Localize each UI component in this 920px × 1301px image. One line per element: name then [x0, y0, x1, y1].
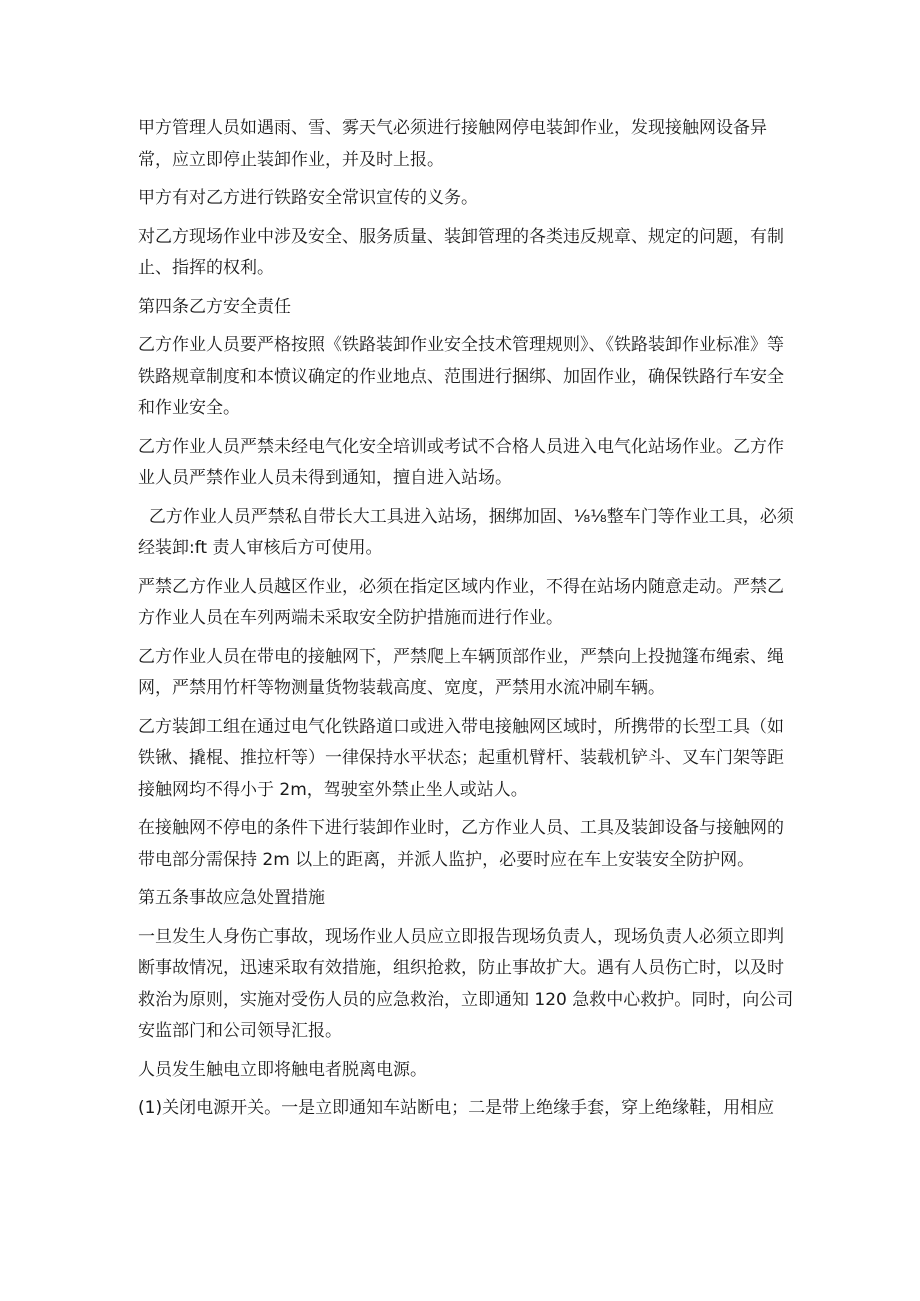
paragraph-long-tools-horizontal: 乙方装卸工组在通过电气化铁路道口或进入带电接触网区域时，所携带的长型工具（如铁锹、撬棍、推拉杆等）一律保持水平状态；起重机臂杆、装载机铲斗、叉车门架等距接触网均不得小于 2m，驾驶室外禁止坐人或站人。: [138, 716, 784, 800]
section-heading-article-5: 第五条事故应急处置措施: [138, 888, 325, 908]
paragraph-live-catenary: 乙方作业人员在带电的接触网下，严禁爬上车辆顶部作业，严禁向上投抛篷布绳索、绳网，严禁用竹杆等物测量货物装载高度、宽度，严禁用水流冲刷车辆。: [138, 646, 784, 698]
document-body: [138, 113, 798, 1132]
paragraph-cut-power: (1)关闭电源开关。一是立即通知车站断电；二是带上绝缘手套，穿上绝缘鞋，用相应: [138, 1098, 775, 1118]
paragraph-tools-approval: 乙方作业人员严禁私自带长大工具进入站场，捆绑加固、⅛⅛整车门等作业工具，必须经装卸:ft 责人审核后方可使用。: [138, 506, 794, 558]
paragraph-training-required: 乙方作业人员严禁未经电气化安全培训或考试不合格人员进入电气化站场作业。乙方作业人员严禁作业人员未得到通知，擅自进入站场。: [138, 436, 784, 488]
paragraph-electric-shock: 人员发生触电立即将触电者脱离电源。: [138, 1059, 427, 1080]
section-heading-article-4: 第四条乙方安全责任: [138, 296, 291, 317]
paragraph-safety-publicity: 甲方有对乙方进行铁路安全常识宣传的义务。: [138, 188, 478, 208]
paragraph-keep-distance: 在接触网不停电的条件下进行装卸作业时，乙方作业人员、工具及装卸设备与接触网的带电部分需保持 2m 以上的距离，并派人监护，必要时应在车上安装安全防护网。: [138, 818, 784, 870]
paragraph-no-cross-zone: 严禁乙方作业人员越区作业，必须在指定区域内作业，不得在站场内随意走动。严禁乙方作业人员在车列两端未采取安全防护措施而进行作业。: [138, 576, 784, 628]
paragraph-follow-regulations: 乙方作业人员要严格按照《铁路装卸作业安全技术管理规则》、《铁路装卸作业标准》等铁路规章制度和本愤议确定的作业地点、范围进行捆绑、加固作业，确保铁路行车安全和作业安全。: [138, 335, 784, 418]
paragraph-accident-report: 一旦发生人身伤亡事故，现场作业人员应立即报告现场负责人，现场负责人必须立即判断事故情况，迅速采取有效措施，组织抢救，防止事故扩大。遇有人员伤亡时，以及时救治为原则，实施对受伤人员的应急救治，立即通知 120 急救中心救护。同时，向公司安监部门和公司领导汇报。: [138, 926, 794, 1041]
paragraph-supervision-right: 对乙方现场作业中涉及安全、服务质量、装卸管理的各类违反规章、规定的问题，有制止、指挥的权利。: [138, 226, 784, 278]
paragraph-weather-stop: 甲方管理人员如遇雨、雪、雾天气必须进行接触网停电装卸作业，发现接触网设备异常，应立即停止装卸作业，并及时上报。: [138, 118, 767, 170]
